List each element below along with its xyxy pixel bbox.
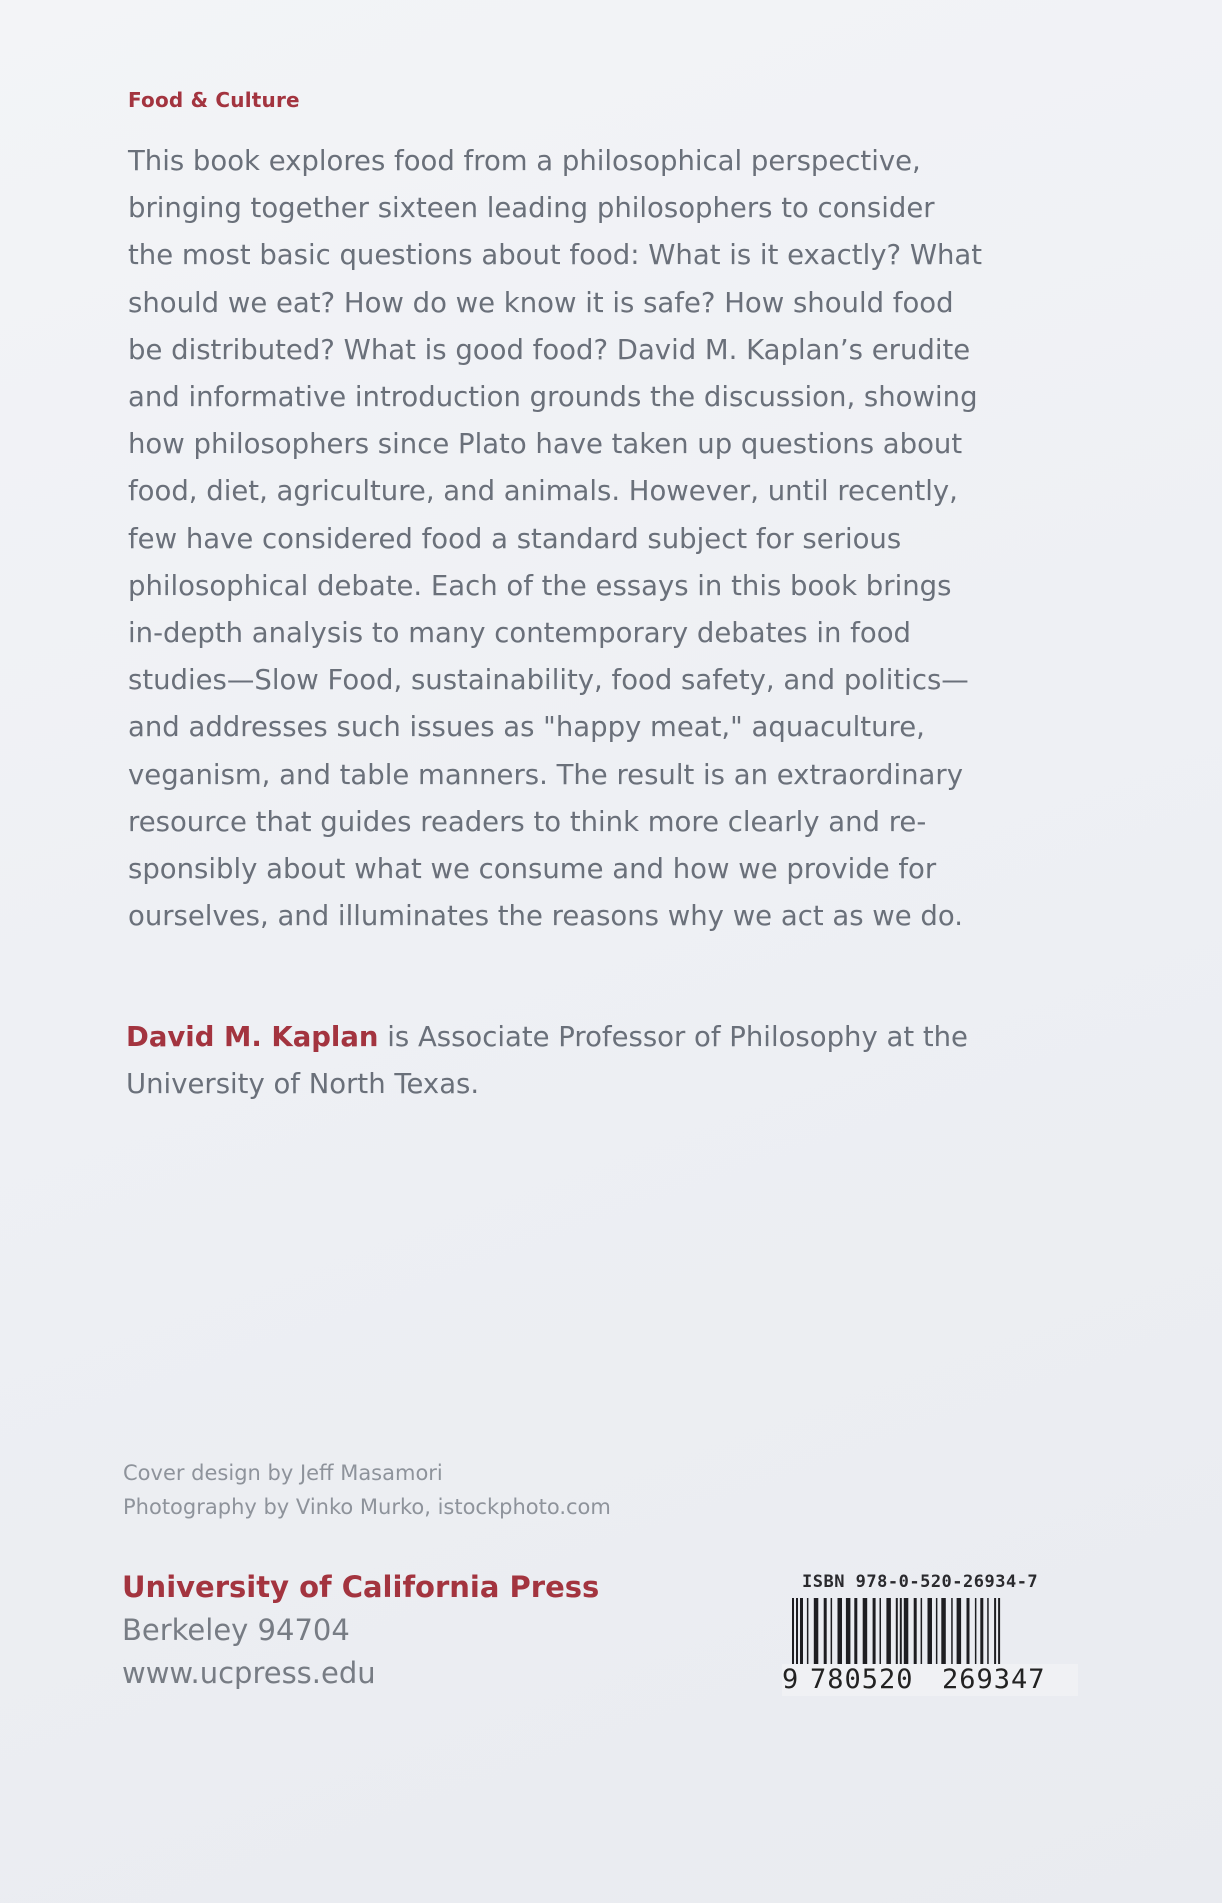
description-line: ourselves, and illuminates the reasons why we act as we do. — [128, 900, 963, 933]
description-line: the most basic questions about food: What is it exactly? What — [128, 239, 983, 272]
description-line: and addresses such issues as "happy meat," aquaculture, — [128, 711, 925, 744]
description-line: few have considered food a standard subject for serious — [128, 522, 902, 555]
description-line: in-depth analysis to many contemporary debates in food — [128, 617, 911, 650]
description-line: studies—Slow Food, sustainability, food safety, and politics— — [128, 664, 969, 697]
author-bio — [126, 1014, 1026, 1108]
publisher-city: Berkeley 94704 — [122, 1613, 350, 1647]
description-line: how philosophers since Plato have taken up questions about — [128, 428, 963, 461]
publisher-website: www.ucpress.edu — [122, 1656, 376, 1690]
description-line: bringing together sixteen leading philosophers to consider — [128, 192, 935, 225]
description-line: should we eat? How do we know it is safe? How should food — [128, 286, 954, 319]
description-line: be distributed? What is good food? David M. Kaplan’s erudite — [128, 333, 971, 366]
description-line: veganism, and table manners. The result is an extraordinary — [128, 758, 963, 791]
description-line: resource that guides readers to think more clearly and re- — [128, 805, 927, 838]
description-line: This book explores food from a philosophical perspective, — [128, 145, 921, 177]
author-bio-text: is Associate Professor of Philosophy at the University of North Texas. — [126, 1021, 968, 1100]
category-label: Food & Culture — [128, 88, 300, 112]
publisher-block — [122, 1566, 599, 1695]
barcode-digits — [782, 1664, 1078, 1696]
book-description — [128, 138, 1008, 940]
description-line: food, diet, agriculture, and animals. However, until recently, — [128, 475, 958, 508]
description-line: philosophical debate. Each of the essays in this book brings — [128, 569, 952, 602]
description-line: and informative introduction grounds the discussion, showing — [128, 381, 978, 414]
barcode-digit-group-left: 780520 — [810, 1664, 914, 1695]
cover-design-credit: Cover design by Jeff Masamori — [123, 1461, 443, 1485]
credits — [123, 1456, 611, 1524]
publisher-name: University of California Press — [122, 1570, 600, 1604]
isbn-label: ISBN 978-0-520-26934-7 — [802, 1572, 1039, 1592]
photography-credit: Photography by Vinko Murko, istockphoto.com — [123, 1495, 611, 1519]
author-name: David M. Kaplan — [126, 1021, 379, 1053]
barcode-digit-group-right: 269347 — [942, 1664, 1046, 1695]
description-line: sponsibly about what we consume and how we provide for — [128, 853, 937, 886]
barcode-digit-first: 9 — [782, 1664, 800, 1695]
